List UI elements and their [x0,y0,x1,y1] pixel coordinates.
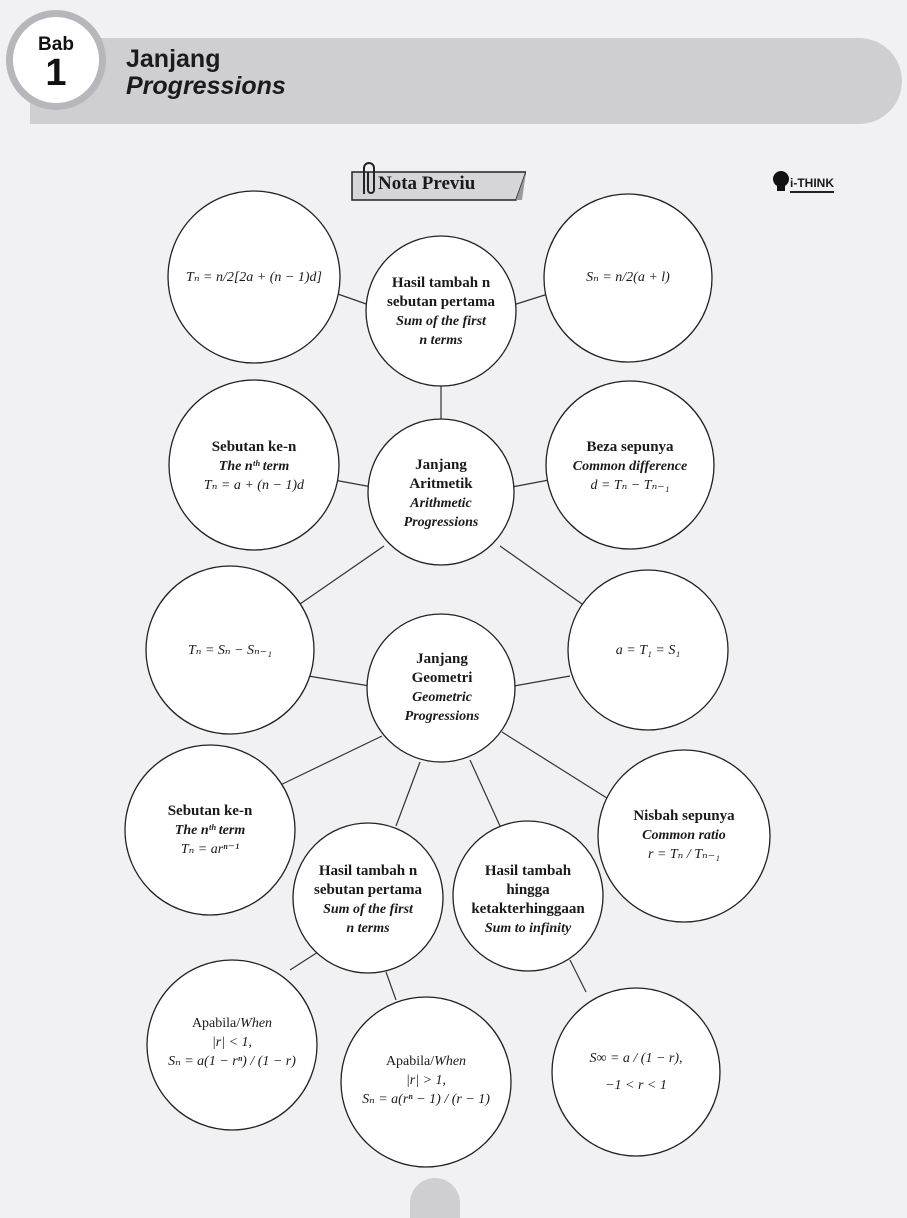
geo-sum-en1: Sum of the first [323,902,413,917]
arith-diff-title: Beza sepunya [586,438,674,455]
when-lt-formula: Sₙ = a(1 − rⁿ) / (1 − r) [168,1053,296,1069]
arith-nth-en: The nᵗʰ term [218,458,290,474]
arith-sum-en2: n terms [419,333,463,348]
arith-nth-bubble [170,424,338,508]
when-lt-cond-ms: Apabila/ [191,1015,241,1031]
connector-geo-tn [308,676,370,686]
geo-sum-bubble [296,856,440,944]
connector-sum-lt [290,952,318,970]
geo-inf-en1: Sum to infinity [484,921,572,936]
arith-sum-bubble [370,266,512,358]
arith-diff-en: Common difference [572,458,688,474]
connector-inf-formula [570,960,586,992]
arith-diff-bubble [548,424,712,508]
when-lt-bubble [152,990,312,1094]
geo-center-en2: Progressions [404,709,480,724]
arith-sum-formula-right [548,240,708,314]
when-lt-condition [168,1014,296,1033]
connector-geo-nth [270,736,382,790]
connector-arith-diff [512,480,549,487]
geo-ratio-title: Nisbah sepunya [633,807,735,824]
when-gt-formula: Sₙ = a(rⁿ − 1) / (r − 1) [362,1091,490,1107]
arith-center-line2: Aritmetik [409,476,473,492]
arith-sum-line2: sebutan pertama [387,294,495,310]
a-t1-formula: a = T₁ = S₁ [615,642,681,658]
tn-sn-bubble [150,620,310,680]
geo-ratio-bubble [602,790,766,880]
inf-formula: S∞ = a / (1 − r), [589,1051,683,1066]
geo-sum-line1: Hasil tambah n [318,863,418,879]
connector-arith-a [500,546,582,604]
tn-sn-formula: Tₙ = Sₙ − Sₙ₋₁ [188,642,272,658]
connector-geo-sum [396,762,420,826]
geo-ratio-en: Common ratio [642,827,726,843]
chapter-title-ms: Janjang [126,45,221,73]
arith-sum-en1: Sum of the first [396,314,486,329]
geo-center-en1: Geometric [412,690,472,705]
connector-arith-tn [300,546,384,604]
inf-range: −1 < r < 1 [605,1078,667,1093]
geo-inf-line2: hingga [506,882,550,898]
chapter-title-en: Progressions [126,72,286,100]
connector-geo-a [514,676,570,686]
geo-ratio-formula: r = Tₙ / Tₙ₋₁ [648,846,720,862]
arith-nth-formula: Tₙ = a + (n − 1)d [203,477,305,493]
connector-sum-gt [386,972,396,1000]
geo-sum-line2: sebutan pertama [314,882,422,898]
arith-sum-line1: Hasil tambah n [391,275,491,291]
arith-center-bubble [372,452,510,536]
geo-nth-en: The nᵗʰ term [174,822,246,838]
arith-center-line1: Janjang [415,457,467,473]
when-gt-ineq: |r| > 1, [405,1072,447,1088]
chapter-number: 1 [45,52,67,94]
i-think-label: i-THINK [790,176,834,193]
connector-arith-nth [334,480,372,487]
when-gt-bubble [346,1028,506,1132]
formula-tn-sum: Tₙ = n/2[2a + (n − 1)d] [186,269,322,285]
geo-nth-bubble [128,790,292,870]
arith-center-en2: Progressions [403,515,479,530]
connector-geo-inf [470,760,500,826]
inf-formula-bubble [558,1030,714,1114]
geo-inf-line3: ketakterhinggaan [471,901,585,917]
geo-inf-bubble [456,856,600,944]
geo-center-line2: Geometri [411,670,473,686]
geo-nth-formula: Tₙ = arⁿ⁻¹ [180,841,240,857]
arith-sum-formula-left [170,240,338,314]
formula-sn-sum: Sₙ = n/2(a + l) [586,269,670,285]
when-gt-cond-ms: Apabila/ [385,1053,435,1069]
connector-geo-ratio [502,732,610,800]
arith-diff-formula: d = Tₙ − Tₙ₋₁ [590,477,670,493]
when-lt-ineq: |r| < 1, [211,1034,253,1050]
chapter-word: Bab [38,34,74,55]
geo-center-bubble [372,646,512,730]
arith-nth-title: Sebutan ke-n [211,438,297,455]
arith-center-en1: Arithmetic [410,496,472,511]
when-lt-cond-en: When [240,1015,273,1031]
geo-nth-title: Sebutan ke-n [167,802,253,819]
a-t1-bubble [570,620,726,680]
geo-inf-line1: Hasil tambah [484,863,572,879]
when-gt-condition [362,1052,490,1071]
geo-center-line1: Janjang [416,651,468,667]
when-gt-cond-en: When [434,1053,467,1069]
geo-sum-en2: n terms [346,921,390,936]
nota-previu-label: Nota Previu [378,173,476,194]
